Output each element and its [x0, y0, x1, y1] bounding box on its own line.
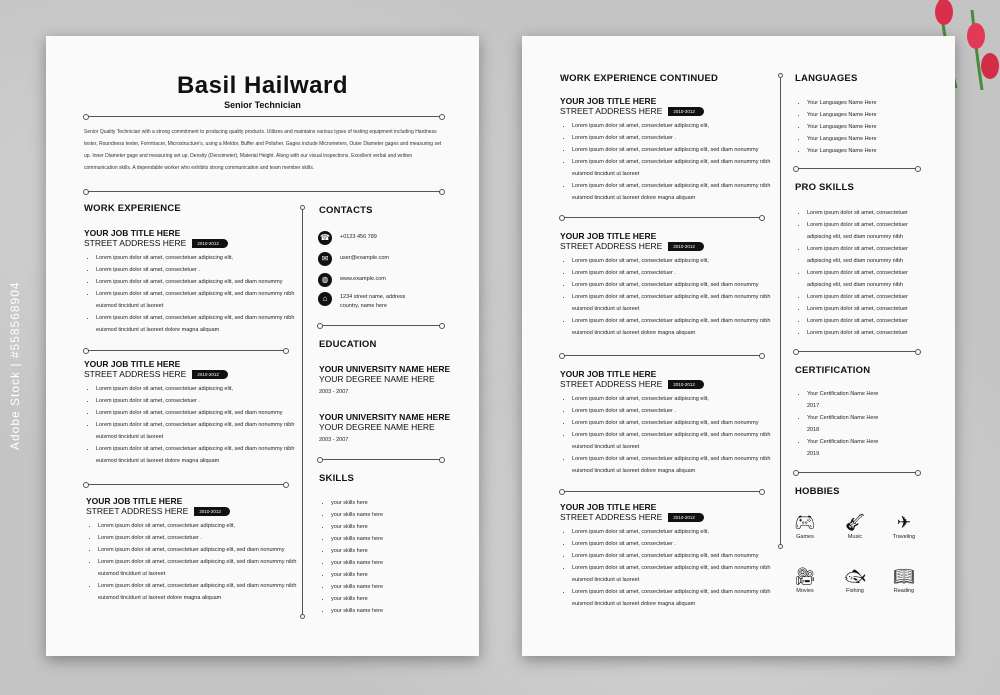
job-bullet: • Lorem ipsum dolor sit amet, consectetuer adipiscing elit, sed diam nonummy nibh euismod tincidunt ut laoreet	[572, 291, 775, 315]
hobby-label: Reading	[893, 588, 915, 594]
job-bullet: • Lorem ipsum dolor sit amet, consectetuer adipiscing elit,	[96, 383, 299, 395]
email-icon: ✉	[318, 252, 332, 266]
contact-phone	[318, 231, 377, 245]
language-item: • Your Languages Name Here	[807, 121, 877, 133]
job-bullet: • Lorem ipsum dolor sit amet, consectetuer adipiscing elit, sed diam nonummy	[572, 144, 775, 156]
job-date-badge: 2010-2012	[192, 239, 228, 248]
divider	[562, 355, 762, 356]
job-title: YOUR JOB TITLE HERE	[560, 502, 657, 512]
job-bullet: • Lorem ipsum dolor sit amet, consectetuer adipiscing elit,	[572, 526, 775, 538]
job-bullet: • Lorem ipsum dolor sit amet, consectetuer adipiscing elit, sed diam nonummy nibh euismod tincidunt ut laoreet dolore magna aliquam	[572, 453, 775, 477]
hobby-traveling	[884, 512, 924, 540]
job-date-badge: 2010-2012	[668, 380, 704, 389]
skill-item: • your skills here	[331, 569, 383, 581]
certification-heading: CERTIFICATION	[795, 365, 871, 376]
skill-item: • your skills here	[331, 497, 383, 509]
job-entry	[560, 231, 775, 339]
job-address: STREET ADDRESS HERE	[560, 512, 663, 522]
certification-year: 2019	[807, 451, 820, 457]
job-bullet: • Lorem ipsum dolor sit amet, consectetuer adipiscing elit, sed diam nonummy nibh euismod tincidunt ut laoreet dolore magna aliquam	[572, 586, 775, 610]
contact-address	[318, 292, 412, 311]
education-years: 2003 - 2007	[319, 389, 349, 395]
university-name: YOUR UNIVERSITY NAME HERE	[319, 412, 451, 422]
education-years: 2003 - 2007	[319, 437, 349, 443]
university-name: YOUR UNIVERSITY NAME HERE	[319, 364, 451, 374]
job-date-badge: 2010-2012	[192, 370, 228, 379]
job-bullet: • Lorem ipsum dolor sit amet, consectetuer adipiscing elit, sed diam nonummy nibh euismod tincidunt ut laoreet	[572, 429, 775, 453]
skill-item: • your skills name here	[331, 581, 383, 593]
job-bullet: • Lorem ipsum dolor sit amet, consectetuer adipiscing elit,	[98, 520, 301, 532]
job-bullet: • Lorem ipsum dolor sit amet, consectetuer adipiscing elit, sed diam nonummy nibh euismod tincidunt ut laoreet	[98, 556, 301, 580]
education-heading: EDUCATION	[319, 339, 377, 350]
contact-website	[318, 273, 386, 287]
pro-skill-item: • Lorem ipsum dolor sit amet, consectetuer	[807, 315, 931, 327]
work-experience-heading: WORK EXPERIENCE	[84, 203, 181, 214]
job-date-badge: 2010-2012	[194, 507, 230, 516]
degree-name: YOUR DEGREE NAME HERE	[319, 374, 435, 384]
hobby-music	[835, 512, 875, 540]
language-item: • Your Languages Name Here	[807, 97, 877, 109]
job-address: STREET ADDRESS HERE	[84, 238, 187, 248]
hobby-movies	[785, 566, 825, 594]
camera-icon: 🎥︎	[794, 567, 816, 586]
job-bullet: • Lorem ipsum dolor sit amet, consectetuer adipiscing elit, sed diam nonummy nibh euismod tincidunt ut laoreet dolore magna aliquam	[96, 443, 299, 467]
job-bullet: • Lorem ipsum dolor sit amet, consectetuer .	[96, 395, 299, 407]
job-title: YOUR JOB TITLE HERE	[86, 496, 183, 506]
certification-item	[807, 388, 878, 412]
job-address: STREET ADDRESS HERE	[560, 241, 663, 251]
job-bullet: • Lorem ipsum dolor sit amet, consectetuer .	[572, 132, 775, 144]
stock-watermark: Adobe Stock | #558568904	[8, 281, 22, 450]
education-entry	[319, 412, 450, 447]
skill-item: • your skills here	[331, 521, 383, 533]
hobby-label: Games	[796, 534, 814, 540]
hobby-label: Movies	[796, 588, 814, 594]
hobby-label: Music	[847, 534, 863, 540]
job-bullet: • Lorem ipsum dolor sit amet, consectetuer adipiscing elit, sed diam nonummy	[572, 417, 775, 429]
job-bullet: • Lorem ipsum dolor sit amet, consectetuer adipiscing elit,	[572, 393, 775, 405]
job-date-badge: 2010-2012	[668, 107, 704, 116]
divider	[86, 350, 286, 351]
language-item: • Your Languages Name Here	[807, 133, 877, 145]
skill-item: • your skills here	[331, 593, 383, 605]
job-bullet: • Lorem ipsum dolor sit amet, consectetuer adipiscing elit,	[96, 252, 299, 264]
job-date-badge: 2010-2012	[668, 242, 704, 251]
job-address: STREET ADDRESS HERE	[84, 369, 187, 379]
pro-skill-item: • Lorem ipsum dolor sit amet, consectetuer	[807, 207, 931, 219]
job-bullet: • Lorem ipsum dolor sit amet, consectetuer adipiscing elit, sed diam nonummy nibh euismod tincidunt ut laoreet dolore magna aliquam	[98, 580, 301, 604]
languages-heading: LANGUAGES	[795, 73, 858, 84]
language-item: • Your Languages Name Here	[807, 145, 877, 157]
divider	[562, 217, 762, 218]
job-bullet: • Lorem ipsum dolor sit amet, consectetuer adipiscing elit, sed diam nonummy	[572, 279, 775, 291]
job-bullet: • Lorem ipsum dolor sit amet, consectetuer adipiscing elit,	[572, 255, 775, 267]
job-bullet: • Lorem ipsum dolor sit amet, consectetuer .	[572, 538, 775, 550]
hobby-reading	[884, 566, 924, 594]
job-bullet: • Lorem ipsum dolor sit amet, consectetuer adipiscing elit, sed diam nonummy nibh euismod tincidunt ut laoreet dolore magna aliquam	[572, 180, 775, 204]
skill-item: • your skills name here	[331, 605, 383, 617]
job-title: YOUR JOB TITLE HERE	[84, 359, 181, 369]
hobby-games	[785, 512, 825, 540]
certification-year: 2017	[807, 403, 820, 409]
skills-list	[319, 497, 383, 617]
hobby-label: Fishing	[846, 588, 864, 594]
certification-name: Your Certification Name Here	[807, 415, 879, 421]
language-item: • Your Languages Name Here	[807, 109, 877, 121]
column-divider	[780, 76, 781, 546]
job-bullet: • Lorem ipsum dolor sit amet, consectetuer .	[572, 267, 775, 279]
job-bullet: • Lorem ipsum dolor sit amet, consectetuer adipiscing elit, sed diam nonummy nibh euismod tincidunt ut laoreet	[96, 288, 299, 312]
job-bullet: • Lorem ipsum dolor sit amet, consectetuer adipiscing elit, sed diam nonummy nibh euismod tincidunt ut laoreet	[96, 419, 299, 443]
divider	[796, 351, 918, 352]
resume-page-2	[522, 36, 955, 656]
candidate-role: Senior Technician	[224, 100, 301, 110]
job-address: STREET ADDRESS HERE	[86, 506, 189, 516]
job-bullet: • Lorem ipsum dolor sit amet, consectetuer adipiscing elit, sed diam nonummy nibh euismod tincidunt ut laoreet	[572, 156, 775, 180]
airplane-icon: ✈	[896, 513, 912, 532]
job-bullet: • Lorem ipsum dolor sit amet, consectetuer adipiscing elit, sed diam nonummy	[572, 550, 775, 562]
candidate-name: Basil Hailward	[176, 72, 349, 99]
divider	[562, 491, 762, 492]
job-date-badge: 2010-2012	[668, 513, 704, 522]
contacts-heading: CONTACTS	[319, 205, 373, 216]
certification-item	[807, 412, 878, 436]
contact-text: user@example.com	[340, 255, 389, 261]
hobbies-heading: HOBBIES	[795, 486, 840, 497]
job-bullet: • Lorem ipsum dolor sit amet, consectetuer adipiscing elit, sed diam nonummy	[96, 407, 299, 419]
hobby-fishing	[835, 566, 875, 594]
skill-item: • your skills name here	[331, 533, 383, 545]
education-entry	[319, 364, 450, 399]
divider	[320, 459, 442, 460]
job-entry	[84, 228, 299, 336]
job-entry	[560, 96, 775, 204]
job-entry	[86, 496, 301, 604]
contact-email	[318, 252, 389, 266]
job-title: YOUR JOB TITLE HERE	[560, 231, 657, 241]
divider	[86, 191, 442, 192]
job-title: YOUR JOB TITLE HERE	[560, 369, 657, 379]
pro-skill-item: • Lorem ipsum dolor sit amet, consectetuer	[807, 291, 931, 303]
divider	[86, 484, 286, 485]
job-bullet: • Lorem ipsum dolor sit amet, consectetuer adipiscing elit, sed diam nonummy nibh euismod tincidunt ut laoreet dolore magna aliquam	[96, 312, 299, 336]
divider	[86, 116, 442, 117]
gamepad-icon: 🎮︎	[794, 513, 816, 532]
degree-name: YOUR DEGREE NAME HERE	[319, 422, 435, 432]
job-bullet: • Lorem ipsum dolor sit amet, consectetuer adipiscing elit, sed diam nonummy	[98, 544, 301, 556]
summary-paragraph: Senior Quality Technician with a strong commitment to producing quality products. Utilizes and maintains various types of testing equipment including Hardness tester, Roundness tester, Formtracer, Microstructure's, using a Meldor, Buffer and Polisher. Gages include Micrometers, Outer Diameter gages and measuring set up. Inner Diameter gage and measuring set up. Density (Densimeter), Material Height. Along with our visual inspections. Excellent verbal and written communication skills. A dependable worker who exhibits strong communication and team member skills.	[84, 129, 442, 171]
contact-text: 1234 street name, address country, name here	[340, 294, 406, 309]
column-divider	[302, 208, 303, 616]
job-entry	[560, 369, 775, 477]
job-title: YOUR JOB TITLE HERE	[560, 96, 657, 106]
hobby-label: Traveling	[892, 534, 916, 540]
pro-skill-item: • Lorem ipsum dolor sit amet, consectetuer	[807, 303, 931, 315]
skills-heading: SKILLS	[319, 473, 354, 484]
skill-item: • your skills name here	[331, 557, 383, 569]
contact-text: www.example.com	[340, 276, 386, 282]
certification-list	[795, 388, 878, 460]
skill-item: • your skills name here	[331, 509, 383, 521]
divider	[320, 325, 442, 326]
job-entry	[84, 359, 299, 467]
job-bullet: • Lorem ipsum dolor sit amet, consectetuer adipiscing elit, sed diam nonummy nibh euismod tincidunt ut laoreet	[572, 562, 775, 586]
job-bullet: • Lorem ipsum dolor sit amet, consectetuer adipiscing elit, sed diam nonummy nibh euismod tincidunt ut laoreet dolore magna aliquam	[572, 315, 775, 339]
globe-icon: ◍	[318, 273, 332, 287]
pro-skill-item: • Lorem ipsum dolor sit amet, consectetuer adipiscing elit, sed diam nonummy nibh	[807, 267, 931, 291]
pro-skills-heading: PRO SKILLS	[795, 182, 855, 193]
pro-skills-list	[795, 207, 931, 339]
job-entry	[560, 502, 775, 610]
job-address: STREET ADDRESS HERE	[560, 106, 663, 116]
job-bullet: • Lorem ipsum dolor sit amet, consectetuer .	[98, 532, 301, 544]
fish-icon: 🐟︎	[844, 567, 866, 586]
book-icon: 📖︎	[893, 567, 915, 586]
divider	[796, 472, 918, 473]
certification-name: Your Certification Name Here	[807, 391, 879, 397]
certification-name: Your Certification Name Here	[807, 439, 879, 445]
certification-year: 2018	[807, 427, 820, 433]
guitar-icon: 🎸︎	[844, 513, 866, 532]
phone-icon: ☎	[318, 231, 332, 245]
pro-skill-item: • Lorem ipsum dolor sit amet, consectetuer adipiscing elit, sed diam nonummy nibh	[807, 219, 931, 243]
languages-list	[795, 97, 877, 157]
job-address: STREET ADDRESS HERE	[560, 379, 663, 389]
certification-item	[807, 436, 878, 460]
resume-page-1	[46, 36, 479, 656]
job-bullet: • Lorem ipsum dolor sit amet, consectetuer adipiscing elit,	[572, 120, 775, 132]
job-bullet: • Lorem ipsum dolor sit amet, consectetuer adipiscing elit, sed diam nonummy	[96, 276, 299, 288]
pro-skill-item: • Lorem ipsum dolor sit amet, consectetuer adipiscing elit, sed diam nonummy nibh	[807, 243, 931, 267]
skill-item: • your skills here	[331, 545, 383, 557]
contact-text: +0123 456 789	[340, 234, 377, 240]
job-bullet: • Lorem ipsum dolor sit amet, consectetuer .	[572, 405, 775, 417]
job-title: YOUR JOB TITLE HERE	[84, 228, 181, 238]
work-experience-continued-heading: WORK EXPERIENCE CONTINUED	[560, 73, 719, 84]
job-bullet: • Lorem ipsum dolor sit amet, consectetuer .	[96, 264, 299, 276]
pro-skill-item: • Lorem ipsum dolor sit amet, consectetuer	[807, 327, 931, 339]
divider	[796, 168, 918, 169]
home-icon: ⌂	[318, 292, 332, 306]
